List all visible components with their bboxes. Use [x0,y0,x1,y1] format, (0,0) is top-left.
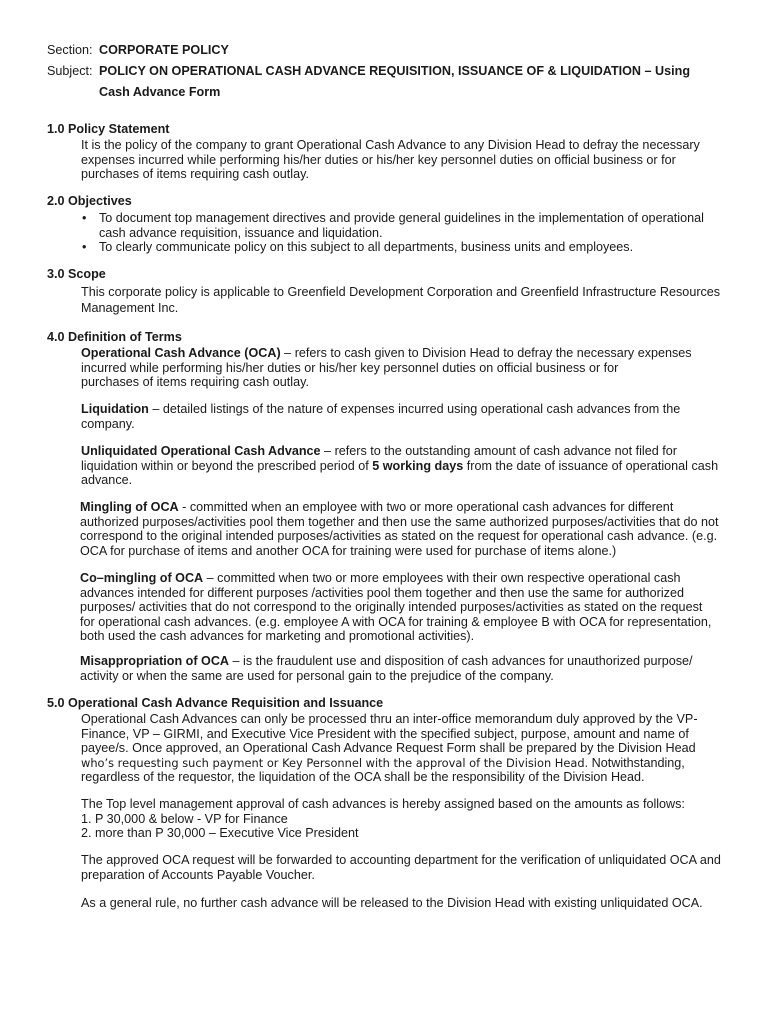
objective-text: To clearly communicate policy on this subject to all departments, business units and employees. [99,240,634,254]
definition-unliquidated-text-b: from the date of issuance of operational cash advance. [81,458,719,487]
unliquidated-days: 5 working days [372,458,464,473]
section-label: Section: [47,43,93,57]
term-mingling: Mingling of OCA [80,500,179,514]
subject-value-line2: Cash Advance Form [99,85,221,99]
requisition-text-c: Notwithstanding, regardless of the requestor, the liquidation of the OCA shall be the responsibility of the Division Head. [81,755,685,784]
requisition-paragraph-1 [81,712,721,785]
approval-item-2: 2. more than P 30,000 – Executive Vice President [81,826,359,840]
approval-item-1: 1. P 30,000 & below - VP for Finance [81,811,288,826]
objective-item [81,211,721,240]
term-unliquidated: Unliquidated Operational Cash Advance [81,444,321,458]
requisition-text-a: Operational Cash Advances can only be processed thru an inter-office memorandum duly approved by the VP-Finance, VP – GIRMI, and Executive Vice President with the specified subject, purpose, amount and name of payee/s. Once approved, an Operational Cash Advance Request Form shall be prepared by the Division Head [81,712,698,755]
term-misappropriation: Misappropriation of OCA [80,654,230,668]
subject-label: Subject: [47,63,93,78]
definition-misappropriation-text: – is the fraudulent use and disposition of cash advances for unauthorized purpose/ activity or when the same are used for personal gain to the prejudice of the company. [80,654,693,683]
objective-text: To document top management directives and provide general guidelines in the implementation of operational cash advance requisition, issuance and liquidation. [99,211,704,240]
scope-heading: 3.0 Scope [47,267,106,281]
requisition-text-b: who’s requesting such payment or Key Personnel with the approval of the Division Head. [81,755,589,770]
definition-oca-text-c: purchases of items requiring cash outlay. [81,375,309,389]
section-row [47,43,690,58]
definition-liquidation-text: – detailed listings of the nature of expenses incurred using operational cash advances from the company. [81,402,681,431]
section-value: CORPORATE POLICY [99,43,229,57]
definition-misappropriation [80,654,720,683]
definition-mingling-text: - committed when an employee with two or more operational cash advances for different authorized purposes/activities pool them together and then use the same authorized purposes/activities that do not correspond to the original intended purposes/activities as stated on the request for operational cash advance. (e.g. OCA for purchase of items and another OCA for training were used for purchase of items alone.) [80,500,719,558]
definition-liquidation [81,402,721,431]
approval-paragraph [81,797,721,841]
definition-comingling-text: – committed when two or more employees with their own respective operational cash advances intended for different purposes /activities pool them together and then use the same for authorized purposes/ activities that do not correspond to the originally intended purposes/activities as stated on the request for operational cash advances. (e.g. employee A with OCA for training & employee B with OCA for representation, both used the cash advances for marketing and promotional activities). [80,571,712,643]
document-header [47,43,690,78]
term-oca: Operational Cash Advance (OCA) [81,346,281,360]
definition-oca [81,346,721,390]
bullet-icon: • [82,211,87,225]
definition-unliquidated [81,444,721,488]
objectives-heading: 2.0 Objectives [47,194,132,208]
subject-row [47,64,690,79]
policy-statement-heading: 1.0 Policy Statement [47,122,170,136]
definitions-heading: 4.0 Definition of Terms [47,330,182,344]
policy-statement-text: It is the policy of the company to grant Operational Cash Advance to any Division Head to defray the necessary expenses incurred while performing his/her duties or his/her key personnel duties on official business or for purchases of items requiring cash outlay. [81,138,700,181]
term-comingling: Co–mingling of OCA [80,571,204,585]
approval-intro: The Top level management approval of cash advances is hereby assigned based on the amounts as follows: [81,797,685,811]
definition-mingling [80,500,720,558]
general-rule-paragraph: As a general rule, no further cash advance will be released to the Division Head with existing unliquidated OCA. [81,896,703,910]
scope-text: This corporate policy is applicable to Greenfield Development Corporation and Greenfield Infrastructure Resources Management Inc. [81,285,721,315]
definition-oca-text-a: – refers to cash given to Division Head to defray the necessary expenses [280,346,692,360]
objective-item [81,240,721,255]
definition-comingling [80,571,720,644]
subject-value-line1: POLICY ON OPERATIONAL CASH ADVANCE REQUISITION, ISSUANCE OF & LIQUIDATION – Using [99,63,691,78]
bullet-icon: • [82,240,87,254]
requisition-heading: 5.0 Operational Cash Advance Requisition and Issuance [47,696,384,710]
objectives-list [81,211,721,255]
forwarding-paragraph: The approved OCA request will be forwarded to accounting department for the verification of unliquidated OCA and preparation of Accounts Payable Voucher. [81,853,721,882]
definition-unliquidated-text-a: – refers to the outstanding amount of cash advance not filed for liquidation within or beyond the prescribed period of [81,444,677,473]
term-liquidation: Liquidation [81,402,149,416]
definition-oca-text-b: incurred while performing his/her duties or his/her key personnel duties on official business or for [81,360,619,375]
